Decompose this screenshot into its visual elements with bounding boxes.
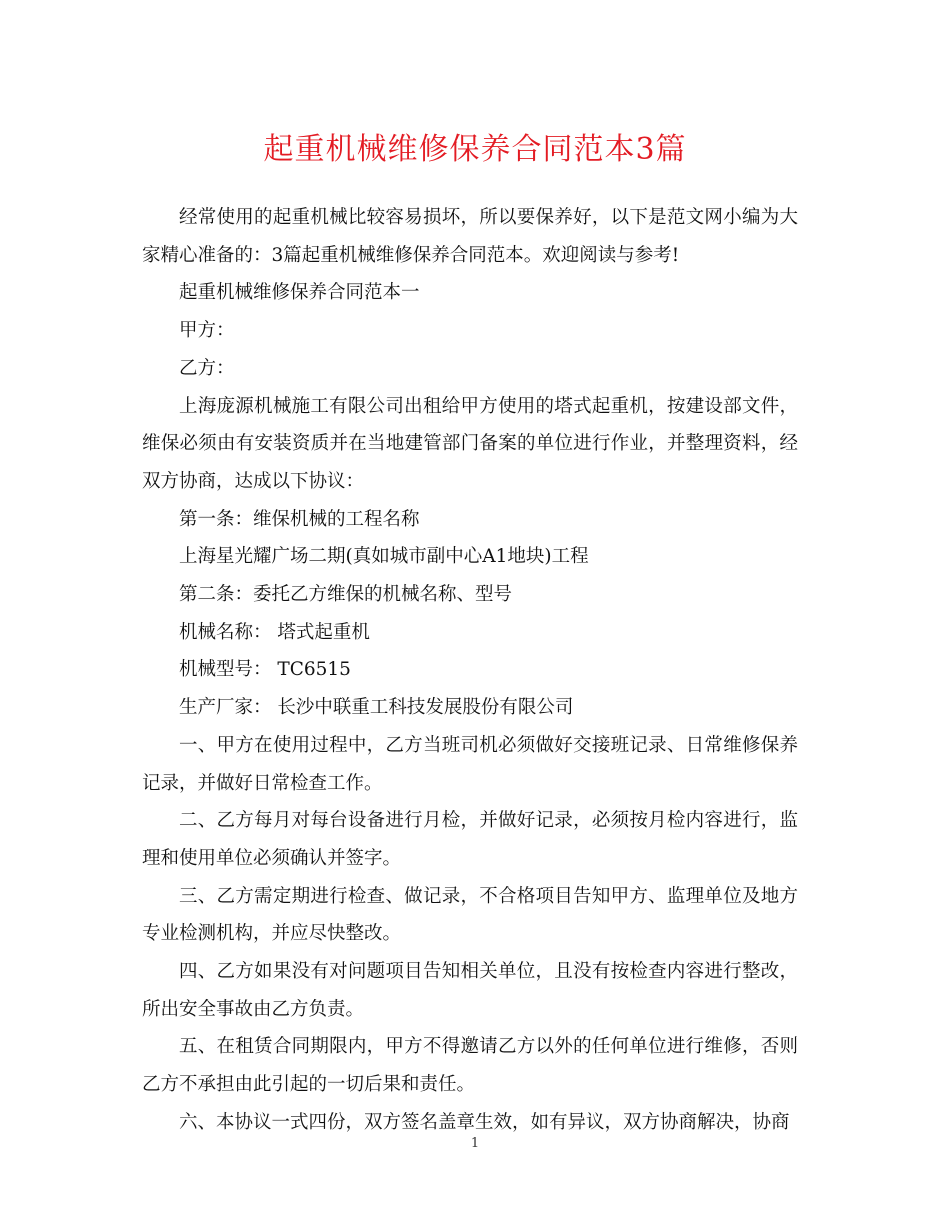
paragraph-manufacturer: 生产厂家： 长沙中联重工科技发展股份有限公司 xyxy=(179,697,574,719)
paragraph-clause-5: 五、在租赁合同期限内，甲方不得邀请乙方以外的任何单位进行维修，否则乙方不承担由此引起的一切后果和责任。 xyxy=(142,1036,798,1096)
paragraph-agreement-basis: 上海庞源机械施工有限公司出租给甲方使用的塔式起重机，按建设部文件，维保必须由有安装资质并在当地建管部门备案的单位进行作业，并整理资料，经双方协商，达成以下协议： xyxy=(142,395,798,492)
paragraph-section-heading: 起重机械维修保养合同范本一 xyxy=(179,282,420,304)
paragraph-clause-3: 三、乙方需定期进行检查、做记录，不合格项目告知甲方、监理单位及地方专业检测机构，并应尽快整改。 xyxy=(142,885,798,945)
paragraph-party-a: 甲方： xyxy=(179,320,235,342)
document-title: 起重机械维修保养合同范本3篇 xyxy=(263,132,687,167)
document-body xyxy=(142,199,798,1142)
paragraph-machine-name: 机械名称： 塔式起重机 xyxy=(179,621,370,643)
paragraph-clause-2: 二、乙方每月对每台设备进行月检，并做好记录，必须按月检内容进行，监理和使用单位必须确认并签字。 xyxy=(142,810,798,869)
paragraph-project-name: 上海星光耀广场二期(真如城市副中心A1地块)工程 xyxy=(179,546,589,568)
paragraph-clause-1: 一、甲方在使用过程中，乙方当班司机必须做好交接班记录、日常维修保养记录，并做好日常检查工作。 xyxy=(142,734,798,794)
paragraph-article-2: 第二条：委托乙方维保的机械名称、型号 xyxy=(179,584,513,606)
paragraph-clause-6: 六、本协议一式四份，双方签名盖章生效，如有异议，双方协商解决，协商 xyxy=(179,1111,790,1133)
paragraph-machine-model: 机械型号： TC6515 xyxy=(179,659,351,681)
paragraph-party-b: 乙方： xyxy=(179,357,235,379)
paragraph-intro: 经常使用的起重机械比较容易损坏，所以要保养好，以下是范文网小编为大家精心准备的：3篇起重机械维修保养合同范本。欢迎阅读与参考! xyxy=(142,207,798,266)
page-number: 1 xyxy=(470,1136,480,1151)
paragraph-clause-4: 四、乙方如果没有对问题项目告知相关单位，且没有按检查内容进行整改，所出安全事故由乙方负责。 xyxy=(142,961,798,1020)
paragraph-article-1: 第一条：维保机械的工程名称 xyxy=(179,508,420,530)
